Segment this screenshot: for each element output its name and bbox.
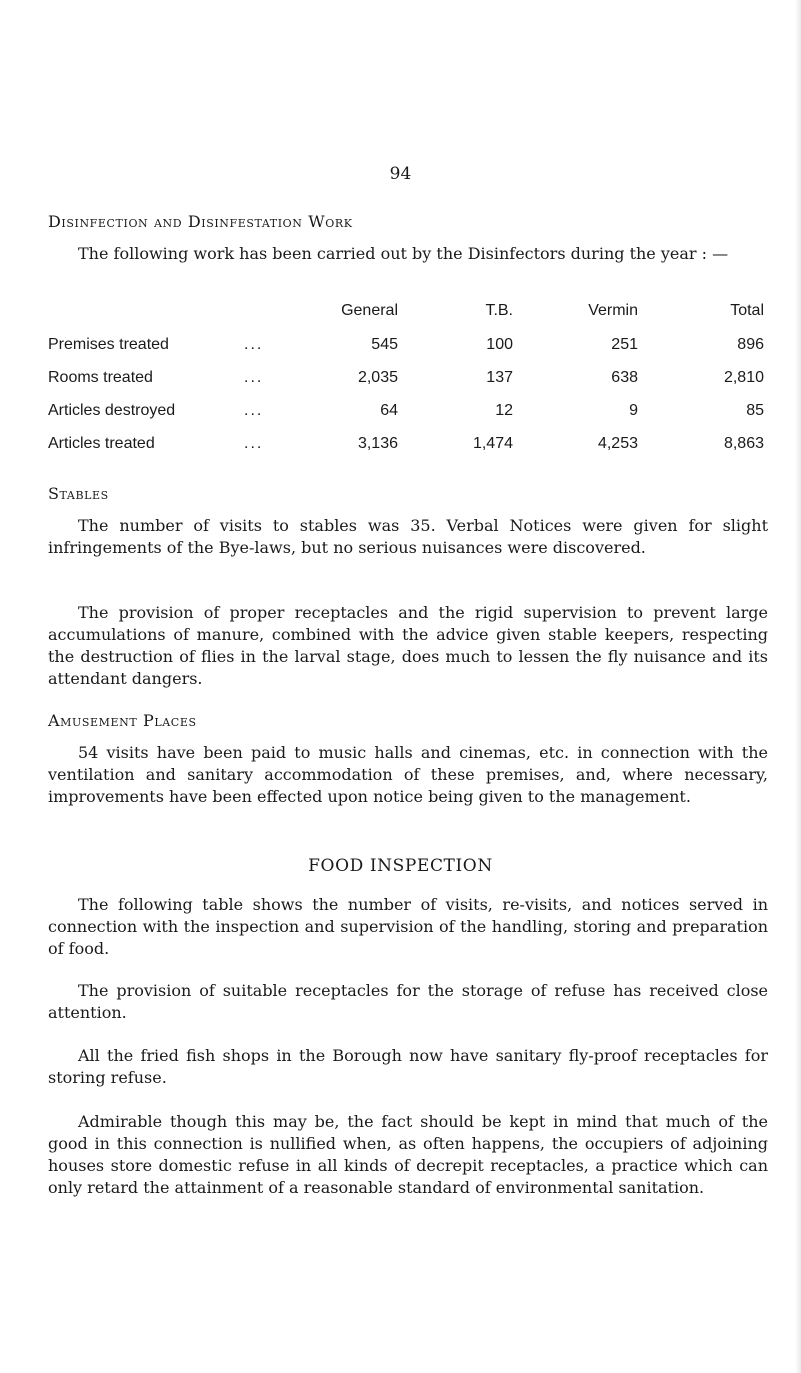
cell-general: 545 <box>371 336 398 353</box>
amusement-heading: Amusement Places <box>48 711 197 730</box>
table-row <box>48 369 768 402</box>
row-label: Articles destroyed <box>48 402 176 419</box>
page-number: 94 <box>389 164 412 184</box>
column-header-tb: T.B. <box>485 302 513 319</box>
stables-paragraph-provision: The provision of proper receptacles and the rigid supervision to prevent large accumulations of manure, combined with the advice given stable keepers, respecting the destruction of flies in the larval stage, does much to lessen the fly nuisance and its attendant dangers. <box>48 603 768 688</box>
cell-total: 896 <box>737 336 764 353</box>
disinfection-heading: Disinfection and Disinfestation Work <box>48 212 353 231</box>
food-paragraph-admirable: Admirable though this may be, the fact should be kept in mind that much of the good in this connection is nullified when, as often happens, the occupiers of adjoining houses store domestic refuse in all kinds of decrepit receptacles, a practice which can only retard the attainment of a reasonable standard of environmental sanitation. <box>48 1112 768 1197</box>
column-header-general: General <box>341 302 398 319</box>
row-label: Rooms treated <box>48 369 153 386</box>
leader-dots: ... <box>244 435 264 452</box>
food-inspection-heading: FOOD INSPECTION <box>308 856 493 876</box>
table-row <box>48 435 768 468</box>
disinfection-intro: The following work has been carried out by the Disinfectors during the year : — <box>78 244 729 263</box>
cell-total: 8,863 <box>723 435 764 452</box>
food-paragraph-refuse: The provision of suitable receptacles for the storage of refuse has received close attention. <box>48 981 768 1022</box>
cell-vermin: 638 <box>611 369 638 386</box>
amusement-paragraph: 54 visits have been paid to music halls and cinemas, etc. in connection with the ventilation and sanitary accommodation of these premises, and, where necessary, improvements have been effected upon notice being given to the management. <box>48 743 768 806</box>
cell-tb: 100 <box>486 336 513 353</box>
leader-dots: ... <box>244 402 264 419</box>
cell-general: 2,035 <box>357 369 398 386</box>
cell-vermin: 9 <box>629 402 638 419</box>
cell-tb: 137 <box>486 369 513 386</box>
food-paragraph-fish-shops: All the fried fish shops in the Borough now have sanitary fly-proof receptacles for storing refuse. <box>48 1046 768 1087</box>
table-row <box>48 336 768 369</box>
cell-total: 85 <box>746 402 764 419</box>
cell-vermin: 251 <box>611 336 638 353</box>
cell-tb: 1,474 <box>472 435 513 452</box>
row-label: Premises treated <box>48 336 169 353</box>
cell-general: 64 <box>380 402 398 419</box>
cell-general: 3,136 <box>357 435 398 452</box>
table-header-row <box>48 302 768 336</box>
stables-paragraph-visits: The number of visits to stables was 35. Verbal Notices were given for slight infringements of the Bye-laws, but no serious nuisances were discovered. <box>48 516 768 557</box>
cell-total: 2,810 <box>723 369 764 386</box>
leader-dots: ... <box>244 336 264 353</box>
food-paragraph-table: The following table shows the number of visits, re-visits, and notices served in connection with the inspection and supervision of the handling, storing and preparation of food. <box>48 895 768 958</box>
table-row <box>48 402 768 435</box>
column-header-total: Total <box>730 302 764 319</box>
leader-dots: ... <box>244 369 264 386</box>
row-label: Articles treated <box>48 435 155 452</box>
cell-vermin: 4,253 <box>597 435 638 452</box>
column-header-vermin: Vermin <box>588 302 638 319</box>
page-edge-shadow <box>795 0 801 1373</box>
disinfection-table <box>48 302 768 468</box>
stables-heading: Stables <box>48 484 109 503</box>
cell-tb: 12 <box>495 402 513 419</box>
